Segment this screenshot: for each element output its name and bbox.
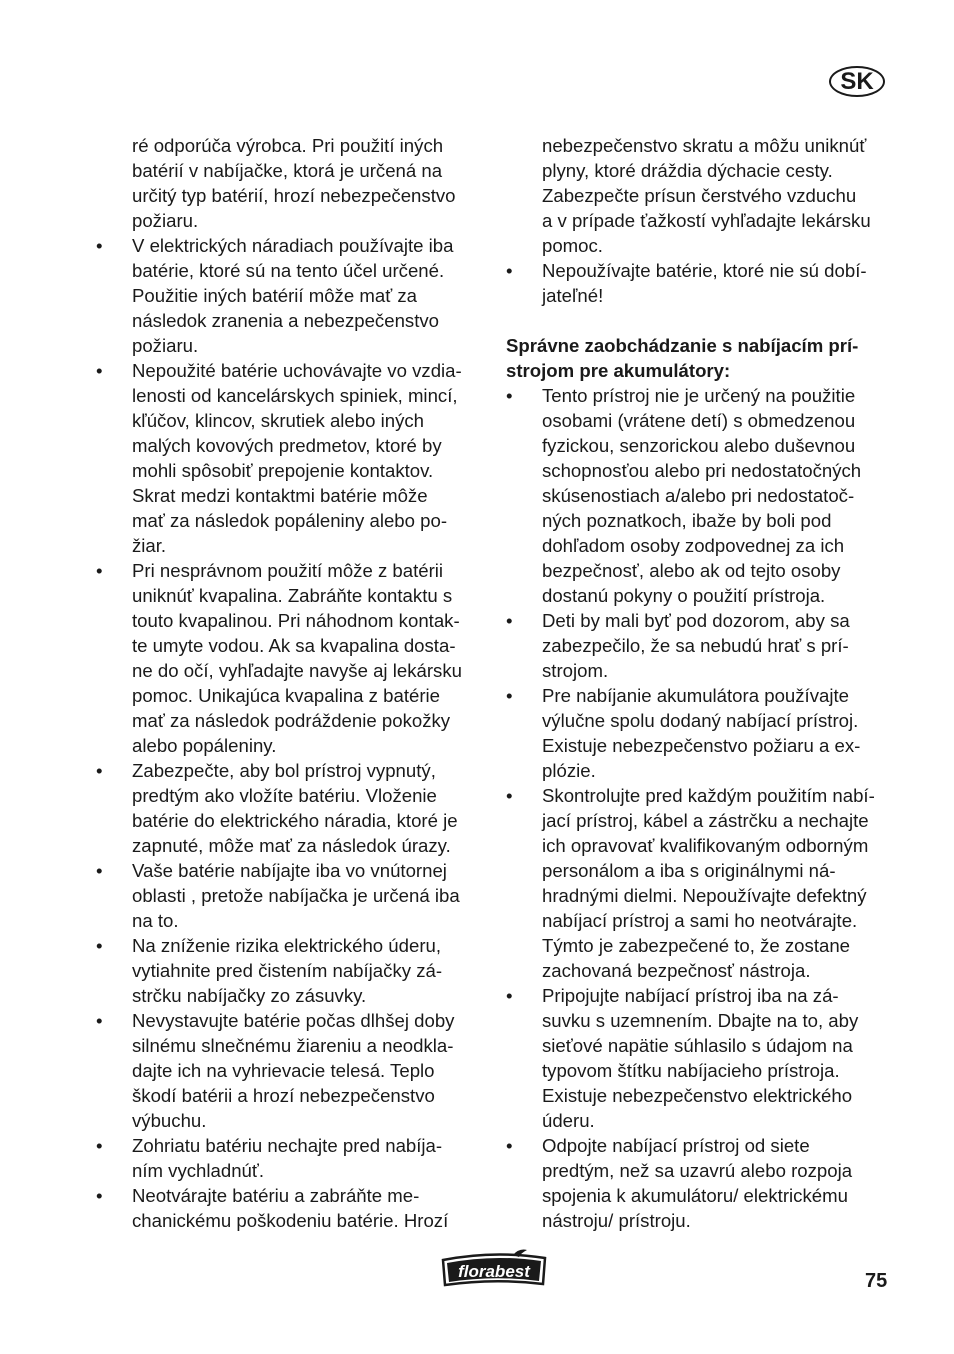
list-item — [506, 983, 894, 1133]
bullet-icon: • — [506, 685, 513, 706]
list-item — [96, 233, 482, 358]
list-item — [506, 258, 894, 308]
logo-text: florabest — [458, 1262, 530, 1281]
list-item-text: Vaše batérie nabíjajte iba vo vnútornej oblasti , pretože nabíjačka je určená iba na to. — [132, 860, 460, 931]
list-item-text: Deti by mali byť pod dozorom, aby sa zabezpečilo, že sa nebudú hrať s prí- strojom. — [542, 610, 850, 681]
list-item — [506, 783, 894, 983]
list-item — [96, 558, 482, 758]
list-item-text: Nepoužité batérie uchovávajte vo vzdia- lenosti od kancelárskych spiniek, mincí, kľúčov, klincov, skrutiek alebo iných malých kovových predmetov, ktoré by mohli spôsobiť prepojenie kontaktov. Skrat medzi kontaktmi batérie môže mať za následok popáleniny alebo po- žiar. — [132, 360, 462, 556]
bullet-icon: • — [96, 1135, 103, 1156]
bullet-icon: • — [96, 360, 103, 381]
list-item — [96, 1183, 482, 1233]
list-item — [96, 358, 482, 558]
list-item — [506, 608, 894, 683]
list-item-text: V elektrických náradiach používajte iba batérie, ktoré sú na tento účel určené. Použitie iných batérií môže mať za následok zranenia a nebezpečenstvo požiaru. — [132, 235, 454, 356]
bullet-icon: • — [96, 1185, 103, 1206]
list-item-text: Zabezpečte, aby bol prístroj vypnutý, predtým ako vložíte batériu. Vloženie batérie do elektrického náradia, ktoré je zapnuté, môže mať za následok úrazy. — [132, 760, 458, 856]
list-item — [506, 683, 894, 783]
bullet-icon: • — [96, 560, 103, 581]
language-badge-label: SK — [840, 67, 874, 95]
right-bullet-list-b — [506, 383, 894, 1233]
bullet-icon: • — [506, 260, 513, 281]
list-item-text: Skontrolujte pred každým použitím nabí- jací prístroj, kábel a zástrčku a nechajte ich opravovať kvalifikovaným odborným personálom a iba s originálnymi ná- hradnými dielmi. Nepoužívajte defektný nabíjací prístroj a sami ho neotvárajte. Týmto je zabezpečené to, že zostane zachovaná bezpečnosť nástroja. — [542, 785, 875, 981]
left-column — [96, 133, 482, 1233]
left-continuation-text: ré odporúča výrobca. Pri použití iných batérií v nabíjačke, ktorá je určená na určitý typ batérií, hrozí nebezpečenstvo požiaru. — [132, 135, 456, 231]
list-item-text: Tento prístroj nie je určený na použitie osobami (vrátene detí) s obmedzenou fyzickou, senzorickou alebo duševnou schopnosťou alebo pri nedostatočných skúsenostiach a/alebo pri nedostatoč- ných poznatkoch, ibaže by boli pod dohľadom osoby zodpovednej za ich bezpečnosť, alebo ak od tejto osoby dostanú pokyny o použití prístroja. — [542, 385, 862, 606]
list-item-text: Odpojte nabíjací prístroj od siete predtým, než sa uzavrú alebo rozpoja spojenia k akumulátoru/ elektrickému nástroju/ prístroju. — [542, 1135, 853, 1231]
language-badge — [829, 66, 885, 97]
list-item-text: Nepoužívajte batérie, ktoré nie sú dobí- jateľné! — [542, 260, 867, 306]
bullet-icon: • — [96, 235, 103, 256]
bullet-icon: • — [506, 610, 513, 631]
bullet-icon: • — [96, 860, 103, 881]
section-heading: Správne zaobchádzanie s nabíjacím prí- strojom pre akumulátory: — [506, 335, 859, 381]
bullet-icon: • — [506, 1135, 513, 1156]
list-item-text: Nevystavujte batérie počas dlhšej doby silnému slnečnému žiareniu a neodkla- dajte ich na vyhrievacie telesá. Teplo škodí batérii a hrozí nebezpečenstvo výbuchu. — [132, 1010, 455, 1131]
list-item — [96, 758, 482, 858]
bullet-icon: • — [506, 785, 513, 806]
page-number: 75 — [865, 1270, 888, 1292]
list-item — [96, 933, 482, 1008]
spacer — [506, 308, 894, 333]
right-continuation-text: nebezpečenstvo skratu a môžu uniknúť plyny, ktoré dráždia dýchacie cesty. Zabezpečte prísun čerstvého vzduchu a v prípade ťažkostí vyhľadajte lekársku pomoc. — [542, 135, 871, 256]
list-item-text: Na zníženie rizika elektrického úderu, vytiahnite pred čistením nabíjačky zá- strčku nabíjačky zo zásuvky. — [132, 935, 443, 1006]
list-item — [96, 1133, 482, 1183]
list-item-text: Pripojujte nabíjací prístroj iba na zá- suvku s uzemnením. Dbajte na to, aby sieťové napätie súhlasilo s údajom na typovom štítku nabíjacieho prístroja. Existuje nebezpečenstvo elektrického úderu. — [542, 985, 859, 1131]
list-item — [96, 858, 482, 933]
bullet-icon: • — [96, 1010, 103, 1031]
right-column — [506, 133, 894, 1233]
list-item-text: Neotvárajte batériu a zabráňte me- chanickému poškodeniu batérie. Hrozí — [132, 1185, 449, 1231]
left-bullet-list — [96, 233, 482, 1233]
bullet-icon: • — [506, 985, 513, 1006]
list-item — [506, 383, 894, 608]
bullet-icon: • — [96, 935, 103, 956]
list-item — [506, 1133, 894, 1233]
bullet-icon: • — [96, 760, 103, 781]
bullet-icon: • — [506, 385, 513, 406]
list-item — [96, 1008, 482, 1133]
list-item-text: Zohriatu batériu nechajte pred nabíja- ním vychladnúť. — [132, 1135, 443, 1181]
list-item-text: Pre nabíjanie akumulátora používajte výlučne spolu dodaný nabíjací prístroj. Existuje nebezpečenstvo požiaru a ex- plózie. — [542, 685, 861, 781]
right-bullet-list-a — [506, 258, 894, 308]
list-item-text: Pri nesprávnom použití môže z batérii uniknúť kvapalina. Zabráňte kontaktu s touto kvapalinou. Pri náhodnom kontak- te umyte vodou. Ak sa kvapalina dosta- ne do očí, vyhľadajte navyše aj lekársku pomoc. Unikajúca kvapalina z batérie mať za následok podráždenie pokožky alebo popáleniny. — [132, 560, 462, 756]
florabest-logo — [439, 1248, 550, 1288]
